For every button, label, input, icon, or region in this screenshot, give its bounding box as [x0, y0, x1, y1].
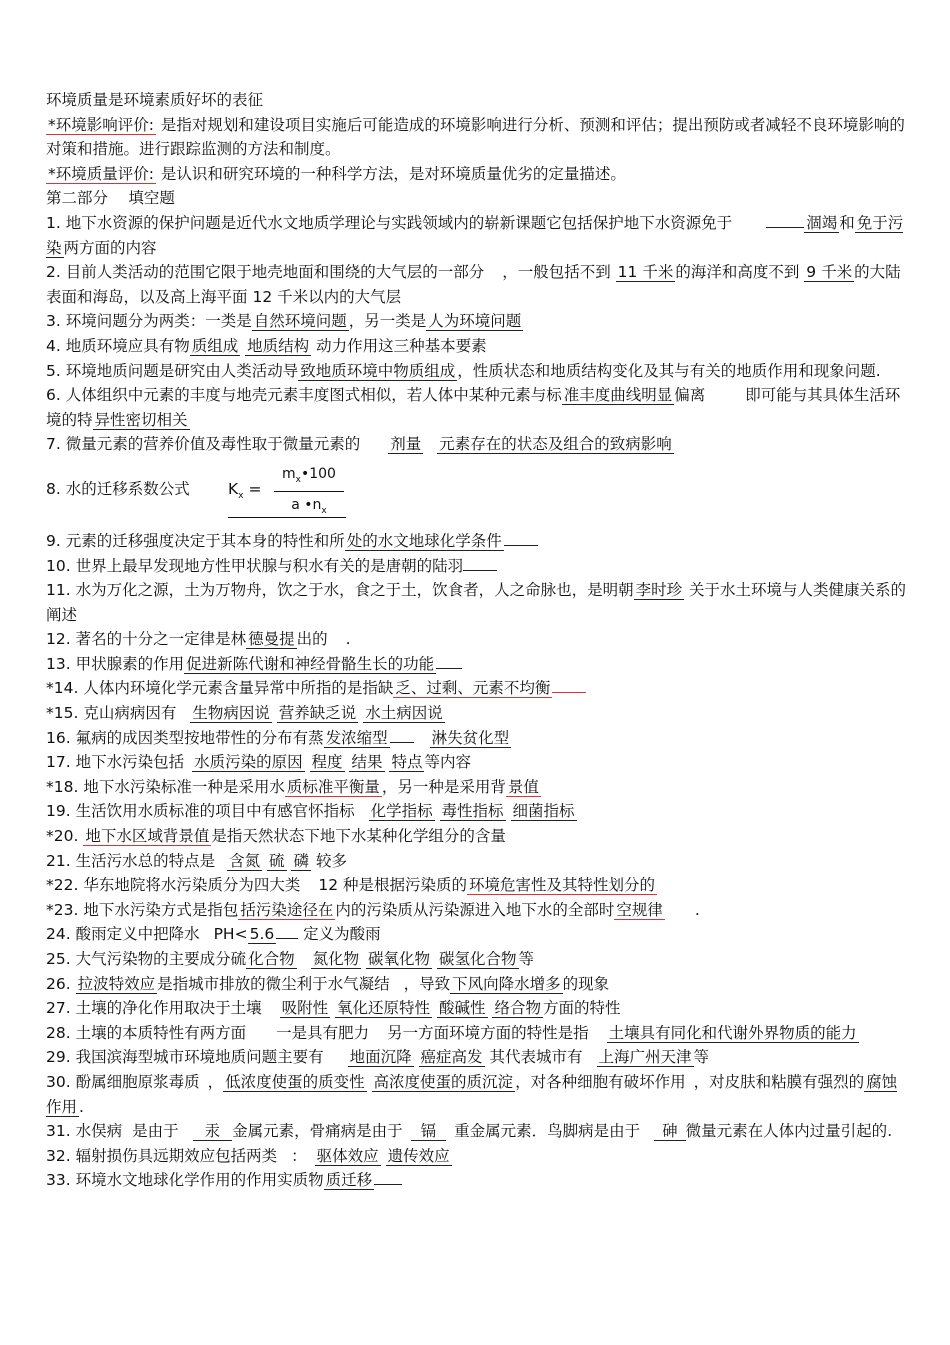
item-22: *22. 华东地院将水污染质分为四大类 12 种是根据污染质的 环境危害性及其特性划分的	[46, 876, 656, 895]
item-10: 10. 世界上最早发现地方性甲状腺与积水有关的是唐朝的陆羽	[46, 554, 908, 579]
item-12: 12. 著名的十分之一定律是林 德曼提 出的 .	[46, 630, 351, 649]
item-25: 25. 大气污染物的主要成分硫 化合物 氮化物 碳氧化物 碳氢化合物 等	[46, 950, 535, 968]
item-26: 26. 拉波特效应 是指城市排放的微尘利于水气凝结 ，导致 下风向降水增多 的现象	[46, 974, 610, 993]
item-18: *18. 地下水污染标准一种是采用水 质标准平衡量 ，另一种是采用背 景值	[46, 777, 539, 796]
item-28: 28. 土壤的本质特性有两方面 一是具有肥力 另一方面环境方面的特性是指 土壤具有同化和代谢外界物质的能力	[46, 1023, 857, 1042]
item-13: 13. 甲状腺素的作用 促进新陈代谢和神经骨骼生长的功能	[46, 652, 908, 677]
item-16: 16. 氟病的成因类型按地带性的分布有蒸 发浓缩型 淋失贫化型	[46, 728, 510, 747]
item-30: 30. 酚属细胞原浆毒质 ， 低浓度使蛋的质变性 高浓度使蛋的质沉淀 ，对各种细胞有破坏作用 ，对皮肤和粘膜有强烈的 腐蚀作用 .	[46, 1072, 898, 1116]
item-31: 31. 水俣病 是由于 汞 金属元素，骨痛病是由于 镉 重金属元素．鸟脚病是由于 砷 微量元素在人体内过量引起的.	[46, 1122, 893, 1141]
formula-answer-line	[228, 517, 346, 518]
term-eia: *环境影响评价:	[48, 115, 154, 134]
item-17: 17. 地下水污染包括 水质污染的原因 程度 结果 特点 等内容	[46, 753, 471, 772]
item-27: 27. 土壤的净化作用取决于土壤 吸附性 氧化还原特性 酸碱性 络合物 方面的特性	[46, 999, 621, 1018]
item-2: 2. 目前人类活动的范围它限于地壳地面和围绕的大气层的一部分 ，一般包括不到 11 千米 的海洋和高度不到 9 千米 的大陆表面和海岛，以及高上海平面 12 千米以内的大气层	[46, 263, 901, 306]
item-8: 8. 水的迁移系数公式 $K_x$ = $\frac{m_x•100}{a •n_x}$	[46, 457, 908, 529]
item-1: 1. 地下水资源的保护问题是近代水文地质学理论与实践领域内的崭新课题它包括保护地下水资源免于 涸竭 和 免于污染 两方面的内容	[46, 213, 904, 257]
item-29: 29. 我国滨海型城市环境地质问题主要有 地面沉降 癌症高发 其代表城市有 上海广州天津 等	[46, 1048, 710, 1067]
item-3: 3. 环境问题分为两类：一类是 自然环境问题 ，另一类是 人为环境问题	[46, 312, 522, 331]
definition-eia: *环境影响评价: 是指对规划和建设项目实施后可能造成的环境影响进行分析、预测和评估；提出预防或者减轻不良环境影响的对策和措施。进行跟踪监测的方法和制度。	[46, 115, 905, 159]
item-7: 7. 微量元素的营养价值及毒性取于微量元素的 剂量 元素存在的状态及组合的致病影响	[46, 435, 672, 454]
formula-fraction: $\frac{m_x•100}{a •n_x}$	[274, 465, 344, 520]
document-page	[46, 88, 908, 1193]
item-14: *14. 人体内环境化学元素含量异常中所指的是指缺 乏、过剩、元素不均衡	[46, 676, 908, 701]
item-9: 9. 元素的迁移强度决定于其本身的特性和所 处的水文地球化学条件	[46, 529, 908, 554]
item-20: *20. 地下水区域背景值 是指天然状态下地下水某种化学组分的含量	[46, 827, 506, 846]
formula-lhs: $K_x$ =	[228, 479, 262, 501]
item-15: *15. 克山病病因有 生物病因说 营养缺乏说 水土病因说	[46, 704, 443, 723]
section-title: 第二部分 填空题	[46, 189, 175, 208]
item-21: 21. 生活污水总的特点是 含氮 硫 磷 较多	[46, 851, 347, 870]
item-4: 4. 地质环境应具有物 质组成 地质结构 动力作用这三种基本要素	[46, 336, 487, 355]
item-33: 33. 环境水文地球化学作用的作用实质物 质迁移	[46, 1168, 908, 1193]
item-32: 32. 辐射损伤具远期效应包括两类 ： 驱体效应 遗传效应	[46, 1146, 450, 1165]
definition-eqa: *环境质量评价: 是认识和研究环境的一种科学方法，是对环境质量优劣的定量描述。	[48, 164, 626, 183]
item-5: 5. 环境地质问题是研究由人类活动导 致地质环境中物质组成 ，性质状态和地质结构变化及其与有关的地质作用和现象问题.	[46, 361, 881, 380]
term-eqa: *环境质量评价:	[48, 164, 154, 183]
item-24: 24. 酸雨定义中把降水 PH< 5.6 定义为酸雨	[46, 925, 381, 944]
intro-line: 环境质量是环境素质好坏的表征	[46, 91, 264, 109]
item-23: *23. 地下水污染方式是指包 括污染途径在 内的污染质从污染源进入地下水的全部时 空规律 .	[46, 900, 700, 919]
item-11: 11. 水为万化之源，土为万物舟，饮之于水，食之于土，饮食者，人之命脉也，是明朝 李时珍 关于水土环境与人类健康关系的阐述	[46, 581, 907, 624]
item-19: 19. 生活饮用水质标准的项目中有感官怀指标 化学指标 毒性指标 细菌指标	[46, 802, 575, 821]
item-6: 6. 人体组织中元素的丰度与地壳元素丰度图式相似，若人体中某种元素与标 准丰度曲线明显 偏离 即可能与其具体生活环境的特 异性密切相关	[46, 386, 901, 429]
